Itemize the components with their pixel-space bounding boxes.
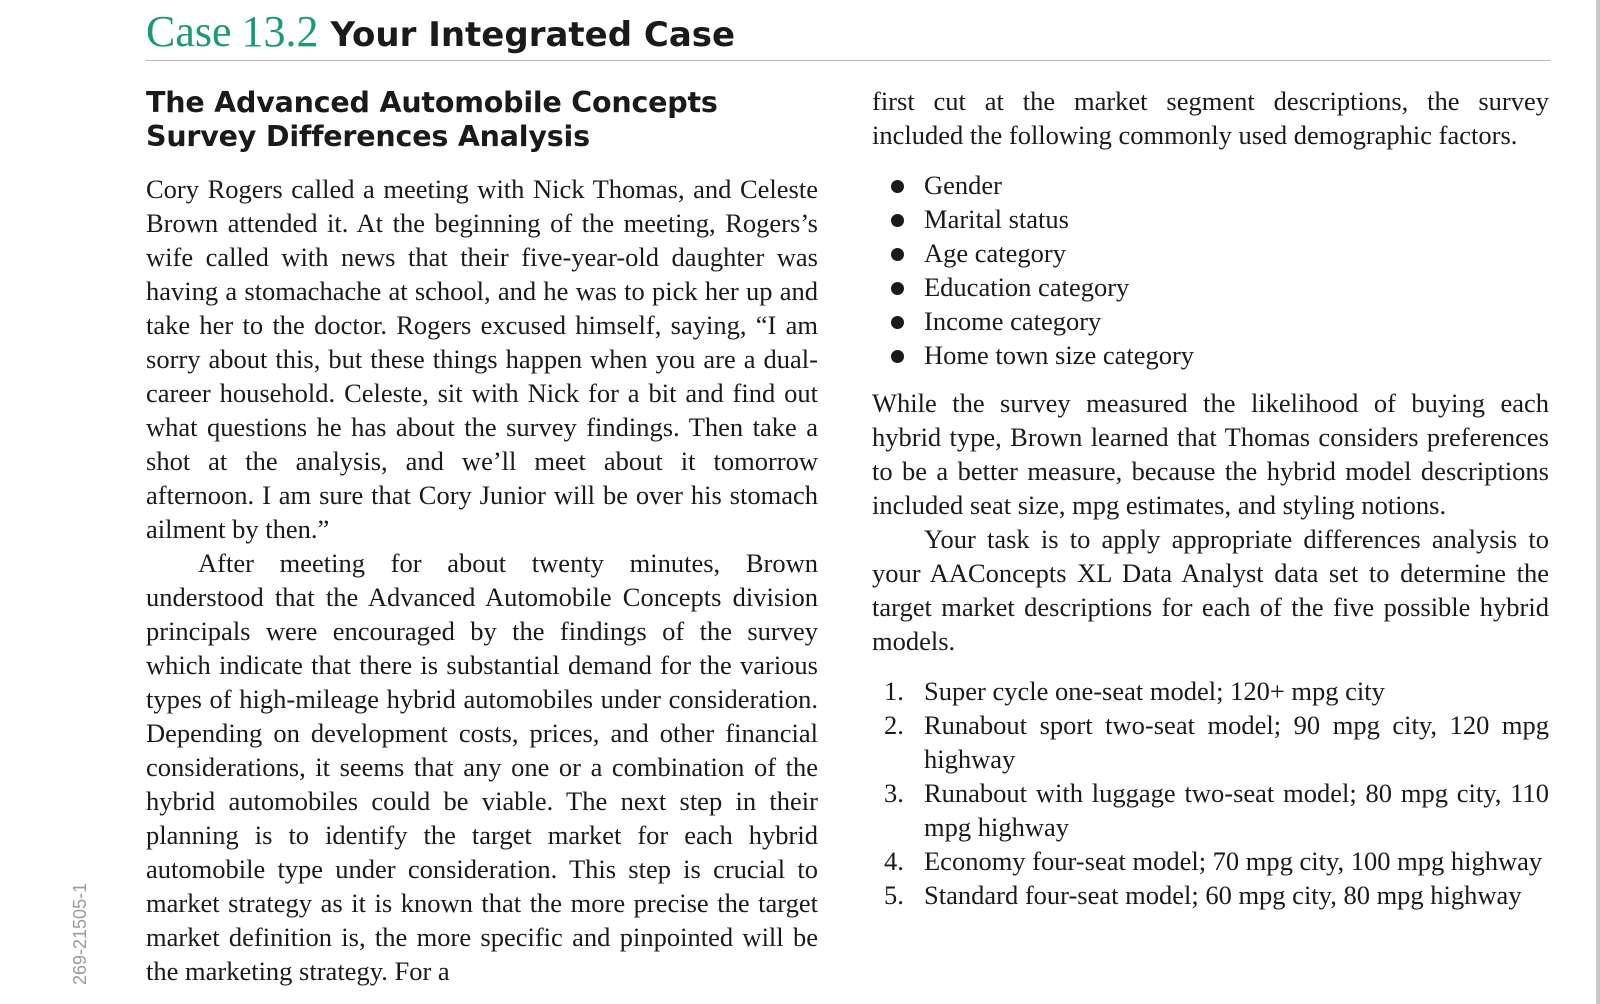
paragraph: After meeting for about twenty minutes, Brown understood that the Advanced Automobile Concepts division principals were encouraged by the findings of the survey which indicate that there is substantial demand for the various types of high-mileage hybrid automobiles under consideration. Depending on development costs, prices, and other financial considerations, it seems that any one or a combination of the hybrid automobiles could be viable. The next step in their planning is to identify the target market for each hybrid automobile type under consideration. This step is crucial to market strategy as it is known that the more precise the target market definition is, the more specific and pinpointed will be the marketing strategy. For a bbox=[146, 548, 818, 986]
hybrid-model-list bbox=[872, 674, 1549, 912]
case-label: Case bbox=[146, 7, 232, 56]
demographic-factor-list bbox=[872, 168, 1549, 372]
list-item bbox=[872, 844, 1549, 878]
list-item bbox=[872, 878, 1549, 912]
list-item-text: Gender bbox=[924, 170, 1002, 200]
bullet-icon bbox=[891, 350, 904, 363]
bullet-icon bbox=[891, 214, 904, 227]
bullet-icon bbox=[891, 316, 904, 329]
bullet-icon bbox=[891, 180, 904, 193]
list-item bbox=[872, 776, 1549, 844]
list-item-text: Age category bbox=[924, 238, 1066, 268]
paragraph: Cory Rogers called a meeting with Nick Thomas, and Celeste Brown attended it. At the beginning of the meeting, Rogers’s wife called with news that their five-year-old daughter was having a stomachache at school, and he was to pick her up and take her to the doctor. Rogers excused himself, saying, “I am sorry about this, but these things happen when you are a dual-career household. Celeste, sit with Nick for a bit and find out what questions he has about the survey findings. Then take a shot at the analysis, and we’ll meet about it tomorrow afternoon. I am sure that Cory Junior will be over his stomach ailment by then.” bbox=[146, 174, 818, 544]
section-title: The Advanced Automobile Concepts Survey Differences Analysis bbox=[146, 86, 718, 153]
right-column bbox=[872, 84, 1549, 912]
left-column bbox=[146, 86, 818, 988]
list-item bbox=[872, 304, 1549, 338]
list-item-text: Economy four-seat model; 70 mpg city, 100 mpg highway bbox=[924, 846, 1543, 876]
list-item bbox=[872, 202, 1549, 236]
paragraph: Your task is to apply appropriate differences analysis to your AAConcepts XL Data Analyst data set to determine the target market descriptions for each of the five possible hybrid models. bbox=[872, 524, 1549, 656]
list-item bbox=[872, 236, 1549, 270]
list-number: 1. bbox=[884, 676, 904, 706]
paragraph: first cut at the market segment descriptions, the survey included the following commonly used demographic factors. bbox=[872, 86, 1549, 150]
bullet-icon bbox=[891, 248, 904, 261]
case-header bbox=[146, 6, 735, 57]
list-item-text: Super cycle one-seat model; 120+ mpg city bbox=[924, 676, 1385, 706]
list-number: 2. bbox=[884, 710, 904, 740]
header-divider bbox=[146, 60, 1550, 61]
paragraph: While the survey measured the likelihood of buying each hybrid type, Brown learned that Thomas considers preferences to be a better measure, because the hybrid model descriptions included seat size, mpg estimates, and styling notions. bbox=[872, 388, 1549, 520]
list-item-text: Runabout with luggage two-seat model; 80 mpg city, 110 mpg highway bbox=[924, 778, 1549, 842]
margin-code: 269-21505-1 bbox=[70, 882, 90, 985]
list-number: 3. bbox=[884, 778, 904, 808]
list-number: 4. bbox=[884, 846, 904, 876]
list-item bbox=[872, 270, 1549, 304]
list-item bbox=[872, 674, 1549, 708]
case-number: 13.2 bbox=[241, 7, 319, 56]
list-item-text: Runabout sport two-seat model; 90 mpg city, 120 mpg highway bbox=[924, 710, 1549, 774]
list-item bbox=[872, 708, 1549, 776]
list-item-text: Marital status bbox=[924, 204, 1069, 234]
list-item-text: Home town size category bbox=[924, 340, 1195, 370]
case-title: Your Integrated Case bbox=[330, 15, 736, 55]
list-item-text: Education category bbox=[924, 272, 1130, 302]
list-item-text: Standard four-seat model; 60 mpg city, 80 mpg highway bbox=[924, 880, 1522, 910]
list-item-text: Income category bbox=[924, 306, 1102, 336]
list-item bbox=[872, 338, 1549, 372]
list-item bbox=[872, 168, 1549, 202]
list-number: 5. bbox=[884, 880, 904, 910]
bullet-icon bbox=[891, 282, 904, 295]
page-edge bbox=[1596, 0, 1600, 1004]
